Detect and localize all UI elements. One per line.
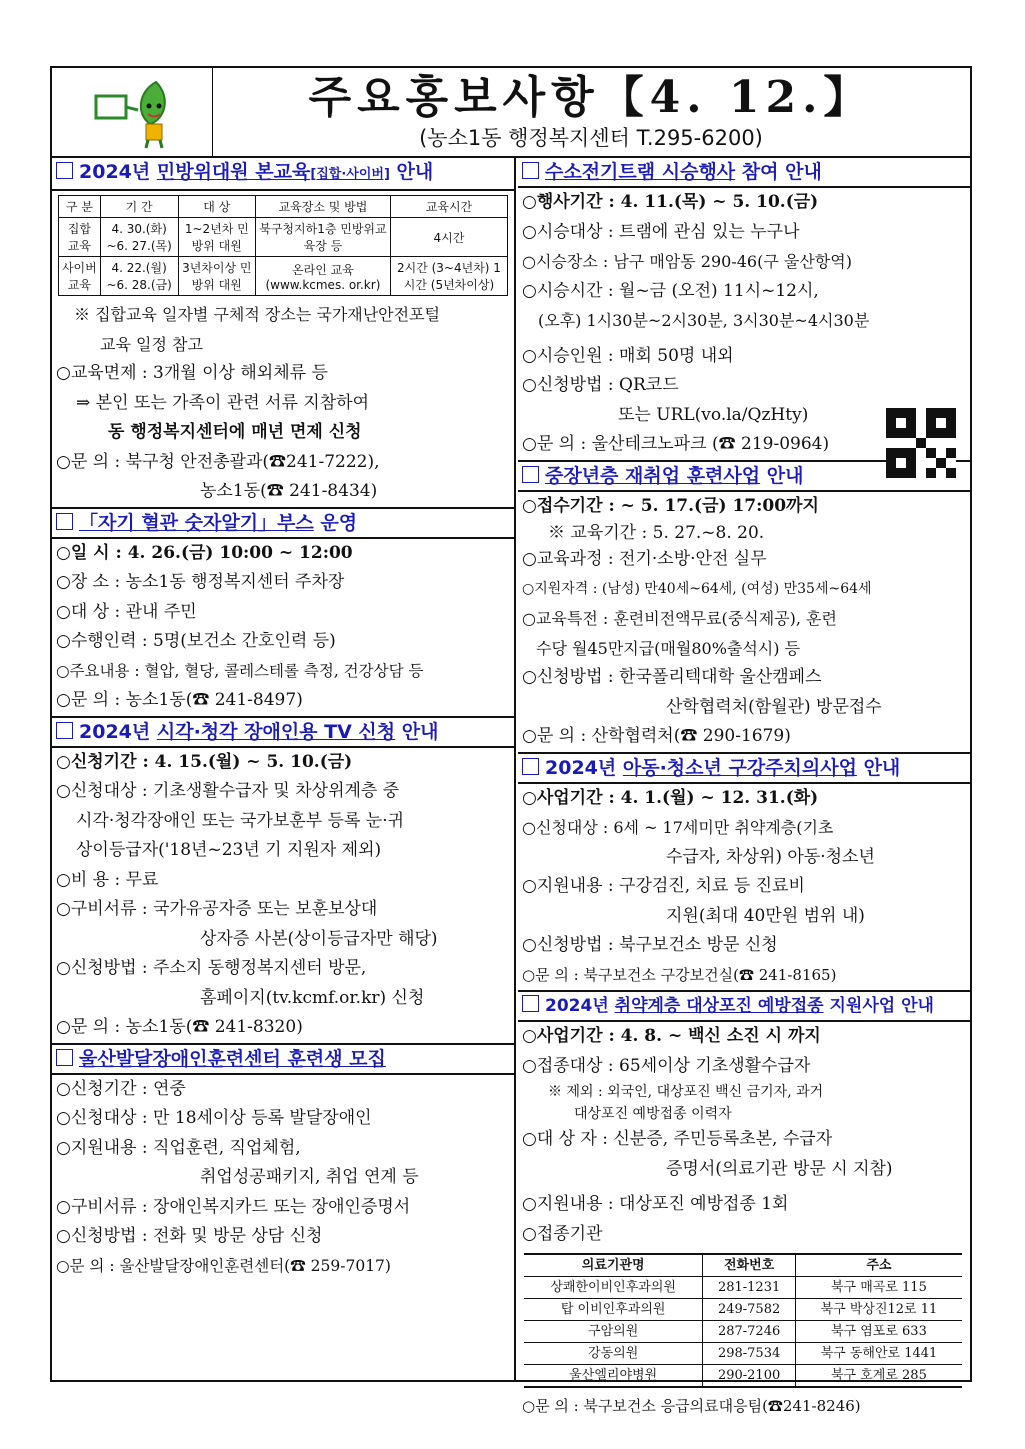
- text-line: ○문 의 : 산학협력처(☎ 290-1679): [522, 726, 791, 746]
- text-line: 농소1동(☎ 241-8434): [200, 481, 378, 501]
- text-line: (오후) 1시30분~2시30분, 3시30분~4시30분: [538, 311, 870, 330]
- table-cell: 강동의원: [524, 1343, 703, 1365]
- table-cell: 북구 박상진12로 11: [795, 1299, 962, 1321]
- title-part: 「자기 혈관 숫자알기」부스: [79, 511, 314, 534]
- table-cell: 4. 30.(화) ~6. 27.(목): [100, 218, 178, 257]
- table-header: 교육시간: [390, 196, 507, 218]
- title-part: 아동·청소년 구강주치의사업: [622, 756, 857, 779]
- title-part: 안내: [389, 161, 434, 183]
- text-line: ○문 의 : 북구청 안전총괄과(☎241-7222),: [56, 451, 380, 472]
- table-cell: 상쾌한이비인후과의원: [524, 1277, 703, 1299]
- text-line: ○교육과정 : 전기·소방·안전 실무: [522, 549, 767, 569]
- text-line: 수당 월45만지급(매월80%출석시) 등: [536, 638, 801, 658]
- title-part: 운영: [313, 511, 358, 534]
- table-cell: 287-7246: [703, 1321, 796, 1343]
- checkbox-square-icon: [56, 1049, 73, 1066]
- table-cell: 4시간: [390, 218, 507, 257]
- title-part: 지원사업 안내: [823, 996, 934, 1016]
- text-line: ※ 집합교육 일자별 구체적 장소는 국가재난안전포털: [74, 305, 441, 324]
- text-line: 취업성공패키지, 취업 연계 등: [200, 1167, 419, 1187]
- text-line: ○교육특전 : 훈련비전액무료(중식제공), 훈련: [522, 609, 837, 628]
- text-line: ○일 시 : 4. 26.(금) 10:00 ~ 12:00: [56, 542, 353, 563]
- text-line: 수급자, 차상위) 아동·청소년: [666, 846, 875, 867]
- table-header: 기 간: [100, 196, 178, 218]
- checkbox-square-icon: [56, 722, 73, 739]
- table-cell: 구암의원: [524, 1321, 703, 1343]
- text-line: ○행사기간 : 4. 11.(목) ~ 5. 10.(금): [522, 192, 819, 212]
- text-line: ○시승인원 : 매회 50명 내외: [522, 345, 734, 366]
- text-line: ○신청대상 : 6세 ~ 17세미만 취약계층(기초: [522, 818, 834, 837]
- text-line: ○신청방법 : 주소지 동행정복지센터 방문,: [56, 958, 367, 978]
- leaf-mascot-icon: [52, 68, 212, 156]
- title-part: 시각·청각 장애인용 TV 신청: [156, 720, 396, 743]
- text-line: ○문 의 : 북구보건소 응급의료대응팀(☎241-8246): [522, 1397, 861, 1415]
- text-line: ○신청방법 : QR코드: [522, 375, 679, 395]
- table-header: 대 상: [178, 196, 255, 218]
- table-row: [524, 1299, 962, 1321]
- table-cell: 249-7582: [703, 1299, 796, 1321]
- title-part: 취약계층 대상포진 예방접종: [614, 996, 824, 1016]
- text-line: ○신청방법 : 한국폴리텍대학 울산캠페스: [522, 667, 822, 687]
- text-line: ○시승대상 : 트램에 관심 있는 누구나: [522, 221, 800, 242]
- checkbox-square-icon: [56, 162, 73, 179]
- text-line: ○지원내용 : 구강검진, 치료 등 진료비: [522, 876, 805, 896]
- table-cell: 북구 동해안로 1441: [795, 1343, 962, 1365]
- civil-defense-table: [58, 195, 508, 296]
- title-part: 2024년: [79, 161, 157, 183]
- table-cell: 북구 호계로 285: [795, 1365, 962, 1388]
- text-line: ○신청기간 : 연중: [56, 1078, 186, 1099]
- section-tram-title: [518, 158, 970, 188]
- text-line: ○문 의 : 울산발달장애인훈련센터(☎ 259-7017): [56, 1256, 391, 1275]
- table-cell: 집합 교육: [59, 218, 101, 257]
- table-row: [524, 1365, 962, 1388]
- page-title: 주요홍보사항【4. 12.】: [308, 72, 874, 123]
- table-row: [59, 218, 508, 257]
- title-part: 2024년: [545, 756, 623, 779]
- page-frame: [50, 66, 972, 1415]
- header: [52, 68, 970, 158]
- text-line: ○수행인력 : 5명(보건소 간호인력 등): [56, 631, 336, 651]
- text-line: 상자증 사본(상이등급자만 해당): [200, 928, 438, 949]
- text-line: ○신청기간 : 4. 15.(월) ~ 5. 10.(금): [56, 751, 353, 772]
- text-line: 산학협력처(함월관) 방문접수: [666, 696, 882, 717]
- table-row: [524, 1321, 962, 1343]
- section-shingles-title: [518, 990, 970, 1022]
- text-line: 대상포진 예방접종 이력자: [574, 1106, 732, 1122]
- checkbox-square-icon: [522, 758, 539, 775]
- text-line: ○신청대상 : 기초생활수급자 및 차상위계층 중: [56, 781, 400, 801]
- table-row: [524, 1343, 962, 1365]
- text-line: ※ 제외 : 외국인, 대상포진 백신 금기자, 과거: [548, 1084, 824, 1100]
- right-column: [518, 158, 970, 1415]
- table-header: 구 분: [59, 196, 101, 218]
- table-header-row: [59, 196, 508, 218]
- title-part: [집합·사이버]: [310, 167, 390, 182]
- table-header: 전화번호: [703, 1254, 796, 1277]
- table-cell: 북구 매곡로 115: [795, 1277, 962, 1299]
- qr-code-icon[interactable]: [886, 408, 956, 478]
- table-cell: 290-2100: [703, 1365, 796, 1388]
- text-line: ○신청방법 : 북구보건소 방문 신청: [522, 935, 778, 955]
- table-cell: 281-1231: [703, 1277, 796, 1299]
- text-line: ○사업기간 : 4. 8. ~ 백신 소진 시 까지: [522, 1026, 821, 1046]
- text-line: ○시승장소 : 남구 매암동 290-46(구 울산항역): [522, 252, 852, 271]
- text-line: 증명서(의료기관 방문 시 지참): [666, 1158, 893, 1179]
- title-part: 2024년: [79, 720, 157, 743]
- mascot-logo: [52, 68, 213, 156]
- table-cell: 298-7534: [703, 1343, 796, 1365]
- table-cell: 사이버 교육: [59, 257, 101, 296]
- table-cell: 탑 이비인후과의원: [524, 1299, 703, 1321]
- text-line: ○주요내용 : 혈압, 혈당, 콜레스테롤 측정, 건강상담 등: [56, 661, 424, 680]
- section-civil-defense-title: [52, 158, 514, 191]
- title-part: 참여 안내: [735, 161, 822, 183]
- text-line: ○신청방법 : 전화 및 방문 상담 신청: [56, 1226, 323, 1246]
- text-line: ○문 의 : 농소1동(☎ 241-8497): [56, 690, 303, 710]
- title-part: 안내: [760, 464, 804, 487]
- text-line: ○구비서류 : 국가유공자증 또는 보훈보상대: [56, 899, 378, 919]
- text-line: 상이등급자('18년~23년 기 지원자 제외): [76, 840, 382, 860]
- table-cell: 4. 22.(월) ~6. 28.(금): [100, 257, 178, 296]
- section-dental-title: [518, 752, 970, 784]
- text-line: 시각·청각장애인 또는 국가보훈부 등록 눈·귀: [76, 810, 405, 831]
- text-line: ○접종대상 : 65세이상 기초생활수급자: [522, 1055, 811, 1076]
- clinic-table: [524, 1253, 962, 1388]
- text-line: ○문 의 : 농소1동(☎ 241-8320): [56, 1017, 303, 1037]
- title-part: 울산발달장애인훈련센터 훈련생 모집: [79, 1047, 386, 1070]
- text-line: 지원(최대 40만원 범위 내): [666, 905, 865, 926]
- text-line: ○교육면제 : 3개월 이상 해외체류 등: [56, 363, 328, 383]
- checkbox-square-icon: [522, 162, 539, 179]
- text-line: ○문 의 : 북구보건소 구강보건실(☎ 241-8165): [522, 965, 837, 984]
- text-line: ○사업기간 : 4. 1.(월) ~ 12. 31.(화): [522, 787, 819, 808]
- text-line: ○대 상 : 관내 주민: [56, 601, 197, 622]
- text-line: 홈페이지(tv.kcmf.or.kr) 신청: [200, 987, 425, 1008]
- title-part: 안내: [395, 720, 439, 743]
- table-header: 의료기관명: [524, 1254, 703, 1277]
- text-line: 또는 URL(vo.la/QzHty): [618, 404, 809, 425]
- text-line: ○구비서류 : 장애인복지카드 또는 장애인증명서: [56, 1196, 411, 1217]
- table-cell: 울산엘리야병원: [524, 1365, 703, 1388]
- text-line: ○접수기간 : ~ 5. 17.(금) 17:00까지: [522, 495, 819, 516]
- text-line: ※ 교육기간 : 5. 27.~8. 20.: [548, 523, 765, 543]
- table-cell: 북구청지하1층 민방위교육장 등: [255, 218, 390, 257]
- title-part: 중장년층 재취업 훈련사업: [545, 464, 761, 487]
- table-cell: 온라인 교육 (www.kcmes. or.kr): [255, 257, 390, 296]
- table-header: 주소: [795, 1254, 962, 1277]
- table-cell: 3년차이상 민방위 대원: [178, 257, 255, 296]
- text-line: ○접종기관: [522, 1223, 603, 1244]
- table-row: [59, 257, 508, 296]
- title-part: 민방위대원 본교육: [156, 161, 311, 183]
- text-line: ○장 소 : 농소1동 행정복지센터 주차장: [56, 572, 345, 592]
- left-column: [52, 158, 516, 1380]
- text-line: 동 행정복지센터에 매년 면제 신청: [108, 422, 362, 442]
- text-line: ○지원자격 : (남성) 만40세~64세, (여성) 만35세~64세: [522, 580, 872, 597]
- title-part: 2024년: [545, 996, 615, 1016]
- section-tv-title: [52, 716, 514, 748]
- text-line: 교육 일정 참고: [100, 334, 203, 354]
- title-part: 수소전기트램 시승행사: [545, 161, 736, 183]
- checkbox-square-icon: [522, 995, 539, 1012]
- table-header: 교육장소 및 방법: [255, 196, 390, 218]
- text-line: ○비 용 : 무료: [56, 869, 159, 890]
- text-line: ○대 상 자 : 신분증, 주민등록초본, 수급자: [522, 1129, 833, 1149]
- checkbox-square-icon: [522, 466, 539, 483]
- section-blood-vessel-title: [52, 507, 514, 539]
- text-line: ○시승시간 : 월~금 (오전) 11시~12시,: [522, 280, 819, 301]
- title-part: 안내: [856, 756, 901, 779]
- checkbox-square-icon: [56, 513, 73, 530]
- table-header-row: [524, 1254, 962, 1277]
- table-row: [524, 1277, 962, 1299]
- text-line: ○지원내용 : 대상포진 예방접종 1회: [522, 1194, 789, 1214]
- text-line: ○신청대상 : 만 18세이상 등록 발달장애인: [56, 1108, 372, 1128]
- table-cell: 1~2년차 민방위 대원: [178, 218, 255, 257]
- text-line: ⇒ 본인 또는 가족이 관련 서류 지참하여: [76, 392, 369, 413]
- page-subtitle: (농소1동 행정복지센터 T.295-6200): [419, 126, 763, 150]
- text-line: ○지원내용 : 직업훈련, 직업체험,: [56, 1137, 301, 1158]
- table-cell: 2시간 (3~4년차) 1시간 (5년차이상): [390, 257, 507, 296]
- table-cell: 북구 염포로 633: [795, 1321, 962, 1343]
- text-line: ○문 의 : 울산테크노파크 (☎ 219-0964): [522, 434, 830, 454]
- section-training-center-title: [52, 1043, 514, 1075]
